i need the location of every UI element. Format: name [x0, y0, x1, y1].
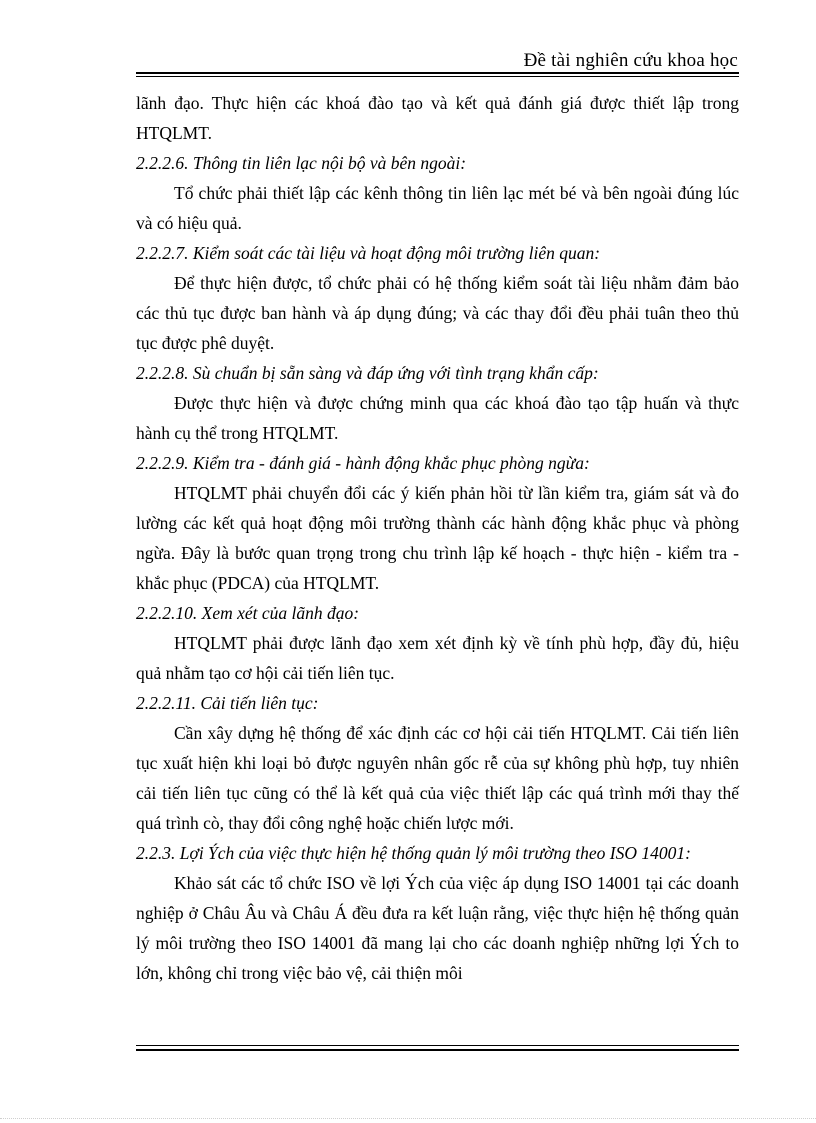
- footer-rule-bottom: [136, 1049, 739, 1051]
- paragraph: HTQLMT phải được lãnh đạo xem xét định kỳ về tính phù hợp, đầy đủ, hiệu quả nhằm tạo cơ hội cải tiến liên tục.: [136, 633, 739, 683]
- paragraph-continued: lãnh đạo. Thực hiện các khoá đào tạo và kết quả đánh giá được thiết lập trong HTQLMT.: [136, 93, 739, 143]
- paragraph: Được thực hiện và được chứng minh qua các khoá đào tạo tập huấn và thực hành cụ thể trong HTQLMT.: [136, 393, 739, 443]
- header-title: Đề tài nghiên cứu khoa học: [523, 50, 738, 71]
- header-rule-top: [136, 72, 739, 74]
- paragraph: Khảo sát các tổ chức ISO về lợi Ých của việc áp dụng ISO 14001 tại các doanh nghiệp ở Châu Âu và Châu Á đều đưa ra kết luận rằng, việc thực hiện hệ thống quản lý môi trường theo ISO 14001 đã mang lại cho các doanh nghiệp những lợi Ých to lớn, không chỉ trong việc bảo vệ, cải thiện môi: [136, 873, 739, 983]
- paragraph: Cần xây dựng hệ thống để xác định các cơ hội cải tiến HTQLMT. Cải tiến liên tục xuất hiện khi loại bỏ được nguyên nhân gốc rễ của sự không phù hợp, tuy nhiên cải tiến liên tục cũng có thể là kết quả của việc thiết lập các quá trình mới thay thế quá trình cò, thay đổi công nghệ hoặc chiến lược mới.: [136, 723, 739, 833]
- section-heading-2-2-2-6: 2.2.2.6. Thông tin liên lạc nội bộ và bên ngoài:: [136, 153, 467, 173]
- section-heading-2-2-2-10: 2.2.2.10. Xem xét của lãnh đạo:: [136, 603, 360, 623]
- footer-rule-top: [136, 1045, 739, 1046]
- document-body: [136, 88, 739, 988]
- section-heading-2-2-2-11: 2.2.2.11. Cải tiến liên tục:: [136, 693, 319, 713]
- header-rule-bottom: [136, 76, 739, 77]
- paragraph: Tổ chức phải thiết lập các kênh thông tin liên lạc mét bé và bên ngoài đúng lúc và có hiệu quả.: [136, 183, 739, 233]
- section-heading-2-2-2-8: 2.2.2.8. Sù chuẩn bị sẵn sàng và đáp ứng với tình trạng khẩn cấp:: [136, 363, 599, 383]
- section-heading-2-2-3: 2.2.3. Lợi Ých của việc thực hiện hệ thống quản lý môi trường theo ISO 14001:: [136, 843, 691, 863]
- paragraph: HTQLMT phải chuyển đổi các ý kiến phản hồi từ lần kiểm tra, giám sát và đo lường các kết quả hoạt động môi trường thành các hành động khắc phục và phòng ngừa. Đây là bước quan trọng trong chu trình lập kế hoạch - thực hiện - kiểm tra - khắc phục (PDCA) của HTQLMT.: [136, 483, 739, 593]
- section-heading-2-2-2-7: 2.2.2.7. Kiểm soát các tài liệu và hoạt động môi trường liên quan:: [136, 243, 601, 263]
- paragraph: Để thực hiện được, tổ chức phải có hệ thống kiểm soát tài liệu nhằm đảm bảo các thủ tục được ban hành và áp dụng đúng; và các thay đổi đều phải tuân theo thủ tục được phê duyệt.: [136, 273, 739, 353]
- section-heading-2-2-2-9: 2.2.2.9. Kiểm tra - đánh giá - hành động khắc phục phòng ngừa:: [136, 453, 590, 473]
- page-edge-dotted-line: [0, 1118, 816, 1119]
